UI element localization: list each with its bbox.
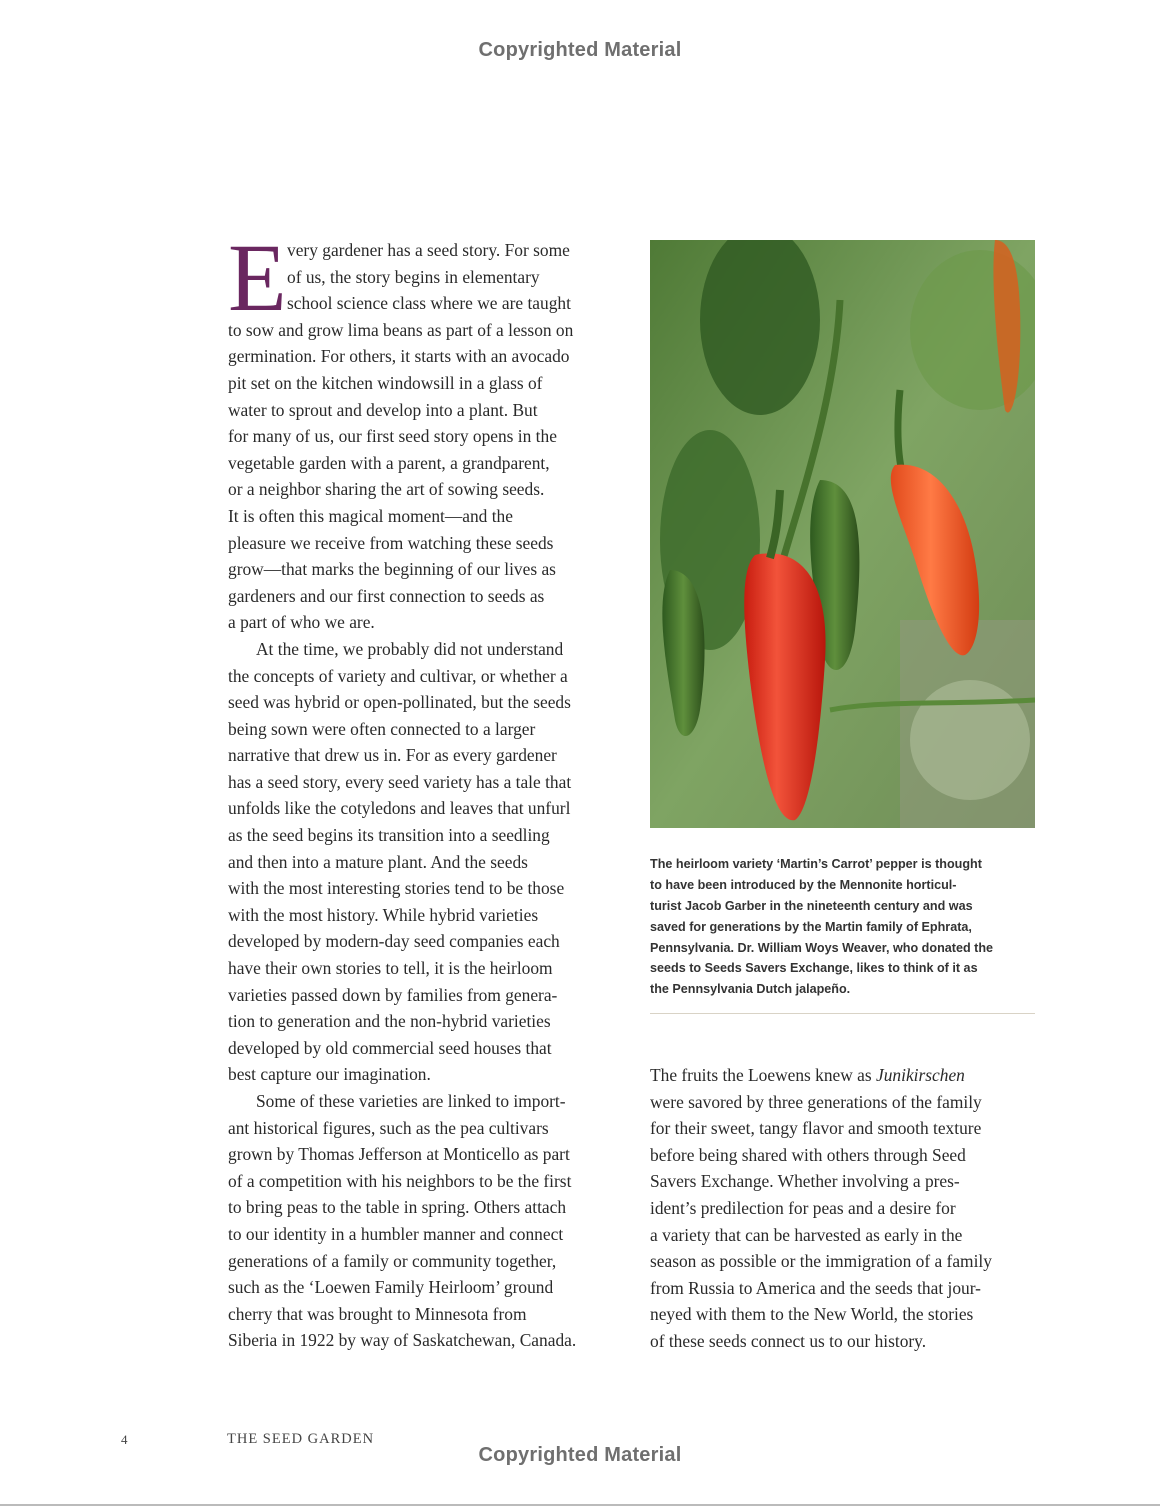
text-line: from Russia to America and the seeds that jour- [650, 1277, 981, 1298]
text-line: seed was hybrid or open-pollinated, but the seeds [228, 692, 571, 713]
running-head: THE SEED GARDEN [227, 1431, 375, 1447]
caption-line: to have been introduced by the Mennonite horticul- [650, 877, 957, 892]
text-line: to our identity in a humbler manner and connect [228, 1223, 564, 1244]
leaf [910, 680, 1030, 800]
text-line: a part of who we are. [228, 612, 375, 633]
text-line: ident’s predilection for peas and a desire for [650, 1197, 956, 1218]
drop-cap: E [228, 224, 287, 331]
page-number: 4 [121, 1432, 128, 1447]
text-line: germination. For others, it starts with an avocado [228, 346, 570, 367]
pepper-photo [650, 240, 1035, 828]
text-line: school science class where we are taught [287, 293, 571, 314]
text-line: being sown were often connected to a larger [228, 718, 536, 739]
caption-line: seeds to Seeds Savers Exchange, likes to think of it as [650, 961, 978, 976]
right-text-column [650, 1062, 1040, 1355]
text-line: best capture our imagination. [228, 1064, 431, 1085]
text-span: The fruits the Loewens knew as [650, 1065, 877, 1085]
text-line: It is often this magical moment—and the [228, 505, 513, 526]
page-edge [0, 1504, 1160, 1506]
text-line: neyed with them to the New World, the stories [650, 1304, 974, 1325]
text-line: and then into a mature plant. And the seeds [228, 851, 528, 872]
text-line: vegetable garden with a parent, a grandparent, [228, 452, 550, 473]
text-line: were savored by three generations of the family [650, 1091, 982, 1112]
italic-term: Junikirschen [876, 1065, 965, 1085]
text-line: or a neighbor sharing the art of sowing seeds. [228, 479, 545, 500]
text-line: Some of these varieties are linked to import- [256, 1091, 566, 1111]
text-line: season as possible or the immigration of a family [650, 1251, 992, 1272]
text-line: of these seeds connect us to our history. [650, 1330, 927, 1351]
text-line: pit set on the kitchen windowsill in a glass of [228, 372, 543, 393]
text-line: with the most history. While hybrid varieties [228, 904, 539, 925]
text-line: tion to generation and the non-hybrid varieties [228, 1011, 551, 1032]
left-text-column [228, 224, 618, 1354]
text-line: Savers Exchange. Whether involving a pres- [650, 1171, 960, 1192]
text-line: narrative that drew us in. For as every gardener [228, 745, 557, 766]
text-line: for their sweet, tangy flavor and smooth texture [650, 1118, 982, 1139]
text-line [650, 1062, 1040, 1089]
caption-line: turist Jacob Garber in the nineteenth century and was [650, 898, 973, 913]
text-line: water to sprout and develop into a plant. But [228, 399, 538, 420]
text-line: of a competition with his neighbors to be the first [228, 1170, 572, 1191]
text-line: with the most interesting stories tend to be those [228, 878, 565, 899]
text-line: Siberia in 1922 by way of Saskatchewan, Canada. [228, 1330, 577, 1351]
text-line: grow—that marks the beginning of our lives as [228, 559, 556, 580]
text-line: to sow and grow lima beans as part of a lesson on [228, 319, 574, 340]
text-line: as the seed begins its transition into a seedling [228, 825, 550, 846]
text-line: grown by Thomas Jefferson at Monticello as part [228, 1144, 570, 1165]
caption-divider [650, 1013, 1035, 1014]
text-line: varieties passed down by families from genera- [228, 984, 558, 1005]
text-line: At the time, we probably did not understand [256, 638, 564, 659]
text-line: very gardener has a seed story. For some [287, 240, 570, 260]
text-line: unfolds like the cotyledons and leaves that unfurl [228, 798, 571, 819]
text-line: generations of a family or community together, [228, 1250, 557, 1271]
caption-line: The heirloom variety ‘Martin’s Carrot’ pepper is thought [650, 857, 982, 871]
text-line: such as the ‘Loewen Family Heirloom’ ground [228, 1277, 554, 1298]
text-line: the concepts of variety and cultivar, or whether a [228, 665, 568, 686]
text-line: ant historical figures, such as the pea cultivars [228, 1117, 549, 1138]
copyright-watermark-bottom: Copyrighted Material [478, 1444, 682, 1466]
text-line: pleasure we receive from watching these seeds [228, 532, 554, 553]
photo-caption [650, 854, 1045, 1000]
text-line: cherry that was brought to Minnesota from [228, 1303, 527, 1324]
text-line: have their own stories to tell, it is the heirloom [228, 958, 553, 979]
caption-line: saved for generations by the Martin family of Ephrata, [650, 919, 972, 934]
text-line: to bring peas to the table in spring. Others attach [228, 1197, 567, 1218]
text-line: gardeners and our first connection to seeds as [228, 585, 545, 606]
caption-line: the Pennsylvania Dutch jalapeño. [650, 982, 851, 997]
copyright-watermark-top: Copyrighted Material [478, 39, 682, 61]
caption-line: Pennsylvania. Dr. William Woys Weaver, who donated the [650, 940, 994, 955]
text-line: of us, the story begins in elementary [287, 266, 540, 287]
text-line: before being shared with others through Seed [650, 1144, 966, 1165]
text-line: a variety that can be harvested as early in the [650, 1224, 963, 1245]
text-line: for many of us, our first seed story opens in the [228, 426, 557, 447]
text-line: developed by old commercial seed houses that [228, 1037, 552, 1058]
text-line: has a seed story, every seed variety has a tale that [228, 771, 572, 792]
text-line: developed by modern-day seed companies each [228, 931, 560, 952]
